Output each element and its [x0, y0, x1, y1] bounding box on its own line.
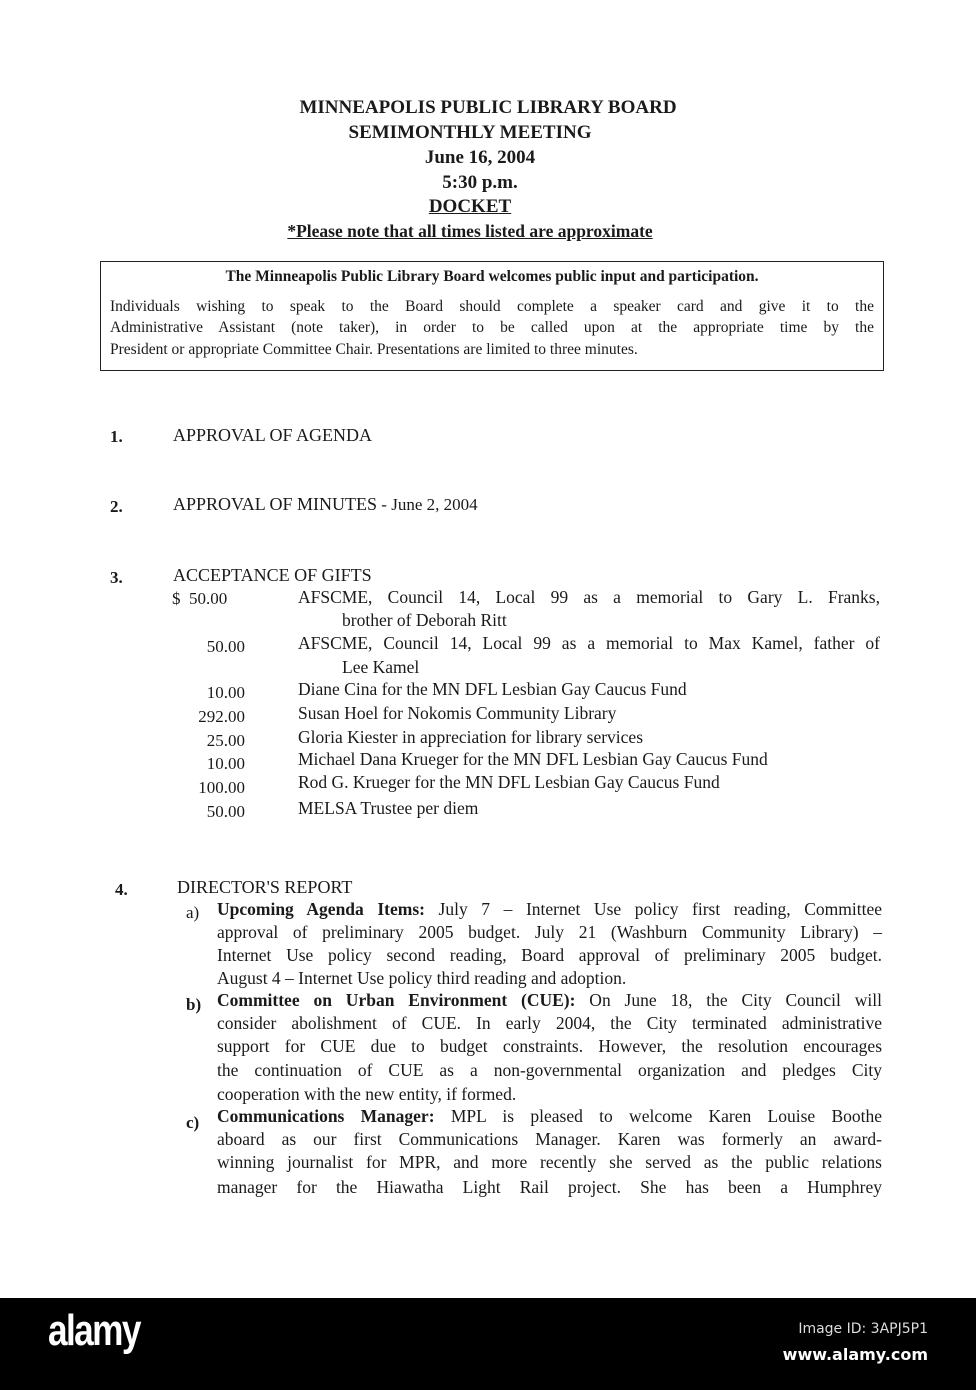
notice-line: President or appropriate Committee Chair. Presentations are limited to three minutes.	[110, 341, 638, 358]
notice-line: Individuals wishing to speak to the Board should complete a speaker card and give it to the	[110, 298, 874, 315]
report-line: the continuation of CUE as a non-governmental organization and pledges City	[217, 1060, 882, 1080]
meeting-date: June 16, 2004	[424, 147, 536, 168]
gift-description: Lee Kamel	[342, 657, 420, 677]
report-line: Upcoming Agenda Items: July 7 – Internet Use policy first reading, Committee	[217, 899, 882, 919]
gift-amount: 50.00	[206, 802, 245, 821]
image-id: Image ID: 3APJ5P1	[798, 1321, 928, 1337]
gift-amount: $ 50.00	[172, 589, 228, 608]
watermark-site: www.alamy.com	[782, 1345, 928, 1364]
report-line: approval of preliminary 2005 budget. July 21 (Washburn Community Library) –	[217, 922, 882, 942]
meeting-title: SEMIMONTHLY MEETING	[348, 122, 592, 143]
item-title-minutes: APPROVAL OF MINUTES - June 2, 2004	[173, 494, 478, 514]
report-line: support for CUE due to budget constraints. However, the resolution encourages	[217, 1036, 882, 1056]
gift-description: Gloria Kiester in appreciation for library services	[298, 727, 644, 747]
meeting-time: 5:30 p.m.	[442, 172, 518, 193]
report-line: cooperation with the new entity, if formed.	[217, 1084, 517, 1104]
report-line: August 4 – Internet Use policy third reading and adoption.	[217, 968, 627, 988]
gift-amount: 292.00	[198, 707, 245, 726]
item-title-directors-report: DIRECTOR'S REPORT	[177, 877, 353, 897]
report-item-label: c)	[186, 1113, 200, 1132]
item-number: 4.	[115, 880, 128, 899]
gift-amount: 50.00	[206, 637, 245, 656]
gift-description: brother of Deborah Ritt	[342, 610, 507, 630]
report-line: winning journalist for MPR, and more recently she served as the public relations	[217, 1152, 882, 1172]
report-line: aboard as our first Communications Manager. Karen was formerly an award-	[217, 1129, 882, 1149]
org-title: MINNEAPOLIS PUBLIC LIBRARY BOARD	[299, 97, 677, 118]
item-number: 2.	[110, 497, 123, 516]
docket-heading: DOCKET	[428, 196, 512, 217]
report-line: Committee on Urban Environment (CUE): On June 18, the City Council will	[217, 990, 882, 1010]
gift-description: AFSCME, Council 14, Local 99 as a memorial to Gary L. Franks,	[298, 587, 880, 607]
item-title-agenda: APPROVAL OF AGENDA	[173, 425, 373, 445]
report-item-heading: Upcoming Agenda Items:	[217, 899, 425, 919]
gift-description: Diane Cina for the MN DFL Lesbian Gay Caucus Fund	[298, 679, 687, 699]
report-line: manager for the Hiawatha Light Rail project. She has been a Humphrey	[217, 1177, 882, 1197]
notice-heading: The Minneapolis Public Library Board welcomes public input and participation.	[225, 268, 759, 285]
gift-description: AFSCME, Council 14, Local 99 as a memorial to Max Kamel, father of	[298, 633, 880, 653]
gift-amount: 100.00	[198, 778, 245, 797]
times-note: *Please note that all times listed are approximate	[287, 221, 653, 241]
report-line: consider abolishment of CUE. In early 2004, the City terminated administrative	[217, 1013, 882, 1033]
gift-amount: 10.00	[206, 754, 245, 773]
gift-description: MELSA Trustee per diem	[298, 798, 479, 818]
watermark-bar	[0, 1298, 976, 1390]
report-item-label: b)	[186, 995, 202, 1014]
notice-line: Administrative Assistant (note taker), in order to be called upon at the appropriate time by the	[110, 319, 874, 336]
report-item-heading: Committee on Urban Environment (CUE):	[217, 990, 576, 1010]
report-item-heading: Communications Manager:	[217, 1106, 435, 1126]
gift-amount: 10.00	[206, 683, 245, 702]
report-item-label: a)	[186, 903, 200, 922]
gift-amount: 25.00	[206, 731, 245, 750]
gift-description: Michael Dana Krueger for the MN DFL Lesbian Gay Caucus Fund	[298, 749, 768, 769]
report-line: Communications Manager: MPL is pleased to welcome Karen Louise Boothe	[217, 1106, 883, 1126]
report-line: Internet Use policy second reading, Board approval of preliminary 2005 budget.	[217, 945, 882, 965]
gift-description: Susan Hoel for Nokomis Community Library	[298, 703, 617, 723]
alamy-logo: alamy	[48, 1306, 140, 1355]
gift-description: Rod G. Krueger for the MN DFL Lesbian Gay Caucus Fund	[298, 772, 720, 792]
public-input-notice	[100, 261, 884, 371]
item-title-gifts: ACCEPTANCE OF GIFTS	[173, 565, 372, 585]
item-number: 1.	[110, 427, 123, 446]
item-number: 3.	[110, 568, 123, 587]
